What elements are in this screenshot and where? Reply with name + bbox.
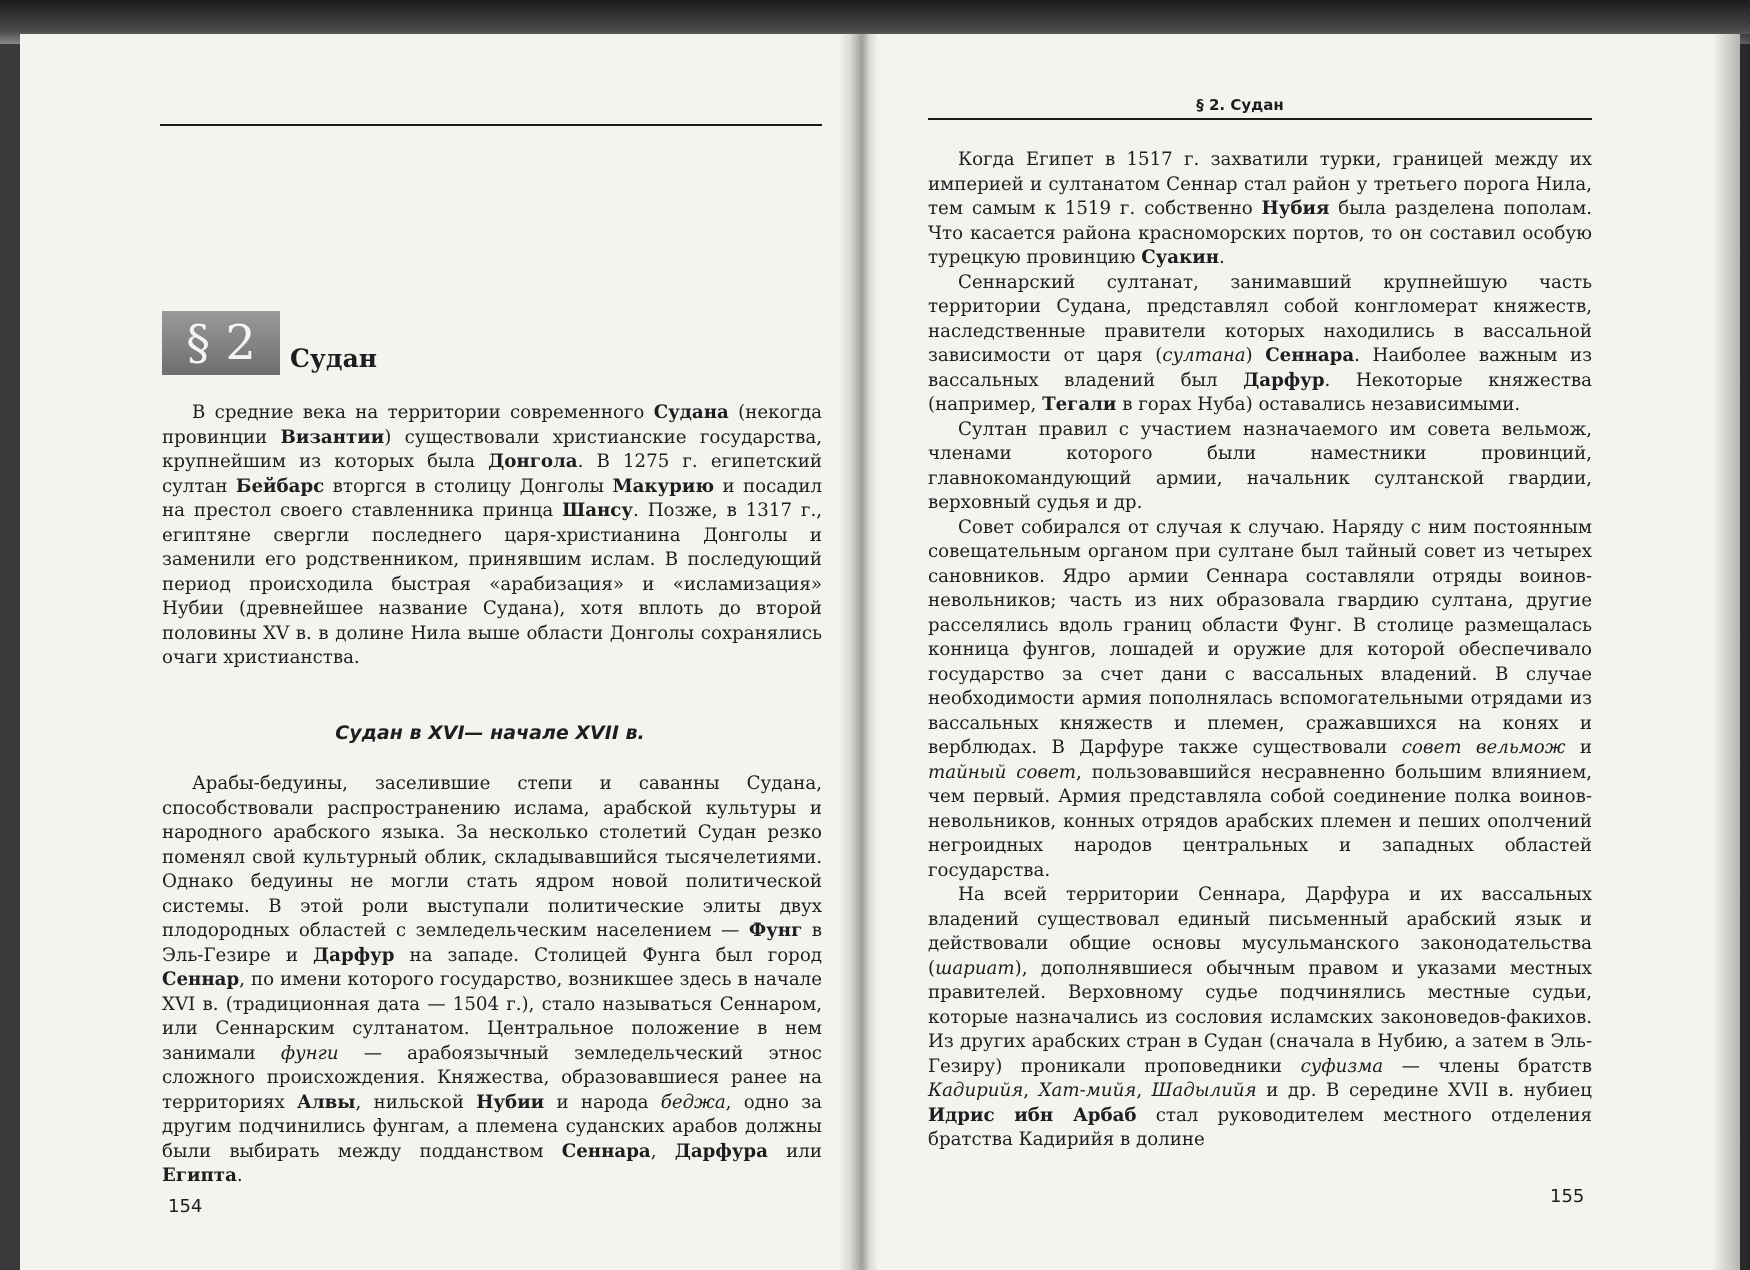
right-paragraph-5: На всей территории Сеннара, Дарфура и их вассальных владений существовал единый письменный арабский язык и действовали общие основы мусульманского законодательства (шариат), дополнявшиеся обычным правом и указами местных правителей. Верховному судье подчинялись местные судьи, которые назначались из сословия исламских законоведов-факихов. Из других арабских стран в Судан (сначала в Нубию, а затем в Эль-Гезиру) проникали проповедники суфизма — члены братств Кадирийя, Хат-мийя, Шадылийя и др. В середине XVII в. нубиец Идрис ибн Арбаб стал руководителем местного отделения братства Кадирийя в долине	[928, 884, 1592, 1150]
right-paragraph-2: Сеннарский султанат, занимавший крупнейшую часть территории Судана, представлял собой конгломерат княжеств, наследственные правители которых находились в вассальной зависимости от царя (султана) Сеннара. Наиболее важным из вассальных владений был Дарфур. Некоторые княжества (например, Тегали в горах Нуба) оставались независимыми.	[928, 271, 1592, 415]
right-paragraph-1: Когда Египет в 1517 г. захватили турки, границей между их империей и султанатом Сеннар стал район у третьего порога Нила, тем самым к 1519 г. собственно Нубия была разделена пополам. Что касается района красноморских портов, то он составил особую турецкую провинцию Суакин.	[928, 149, 1592, 268]
right-paragraph-3: Султан правил с участием назначаемого им совета вельмож, членами которого были наместники провинций, главнокомандующий армии, начальник султанской гвардии, верховный судья и др.	[928, 418, 1592, 513]
right-body-text	[928, 148, 1592, 1153]
page-number-right: 155	[1550, 1186, 1585, 1207]
section-title: Судан	[290, 344, 378, 373]
subheading: Судан в XVI— начале XVII в.	[335, 722, 645, 744]
body-paragraph: Арабы-бедуины, заселившие степи и саванны Судана, способствовали распространению ислама, арабской культуры и народного арабского языка. За несколько столетий Судан резко поменял свой культурный облик, складывавшийся тысячелетиями. Однако бедуины не могли стать ядром новой политической системы. В этой роли выступали политические элиты двух плодородных областей с земледельческим населением — Фунг в Эль-Гезире и Дарфур на западе. Столицей Фунга был город Сеннар, по имени которого государство, возникшее здесь в начале XVI в. (традиционная дата — 1504 г.), стало называться Сеннаром, или Сеннарским султанатом. Центральное положение в нем занимали фунги — арабоязычный земледельческий этнос сложного происхождения. Княжества, образовавшиеся ранее на территориях Алвы, нильской Нубии и народа беджа, одно за другим подчинились фунгам, а племена суданских арабов должны были выбирать между подданством Сеннара, Дарфура или Египта.	[162, 773, 823, 1186]
left-intro-text	[162, 401, 822, 671]
running-header: § 2. Судан	[1196, 96, 1284, 114]
right-paragraph-4: Совет собирался от случая к случаю. Наряду с ним постоянным совещательным органом при султане был тайный совет из четырех сановников. Ядро армии Сеннара составляли отряды воинов-невольников; часть из них образовала гвардию султана, другие расселялись вдоль границ области Фунг. В столице размещалась конница фунгов, лошадей и оружие для которой обеспечивало государство за счет дани с вассальных владений. В случае необходимости армия пополнялась вспомогательными отрядами из вассальных княжеств и племен, сражавшихся на конях и верблюдах. В Дарфуре также существовали совет вельмож и тайный совет, пользовавшийся несравненно большим влиянием, чем первый. Армия представляла собой соединение полка воинов-невольников, конных отрядов арабских племен и пеших ополчений негроидных народов центральных и западных областей государства.	[928, 516, 1593, 881]
left-header-rule	[160, 124, 822, 126]
page-edge-shadow	[1712, 34, 1750, 1270]
page-number-left: 154	[168, 1196, 203, 1217]
right-header-rule	[928, 118, 1592, 120]
intro-paragraph: В средние века на территории современного Судана (некогда провинции Византии) существовали христианские государства, крупнейшим из которых была Донгола. В 1275 г. египетский султан Бейбарс вторгся в столицу Донголы Макурию и посадил на престол своего ставленника принца Шансу. Позже, в 1317 г., египтяне свергли последнего царя-христианина Донголы и заменили его родственником, принявшим ислам. В последующий период происходила быстрая «арабизация» и «исламизация» Нубии (древнейшее название Судана), хотя вплоть до второй половины XV в. в долине Нила выше области Донголы сохранялись очаги христианства.	[162, 402, 823, 668]
book-gutter	[838, 34, 878, 1270]
left-body-text	[162, 772, 822, 1189]
section-number-box: § 2	[162, 311, 280, 375]
